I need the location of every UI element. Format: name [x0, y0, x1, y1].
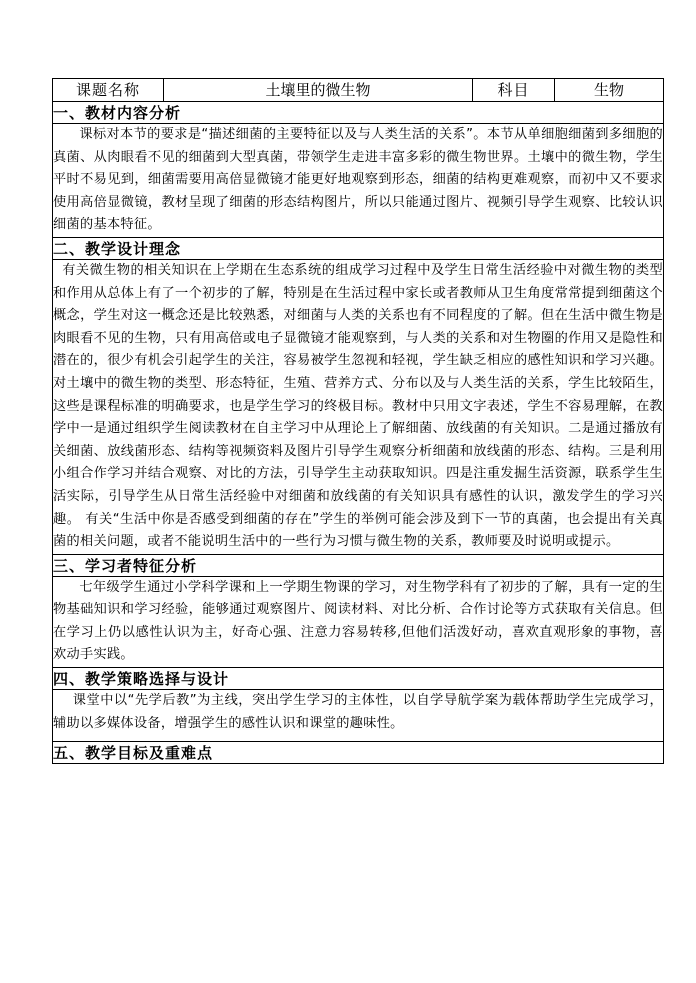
section-title-learner-analysis: 三、学习者特征分析: [53, 554, 664, 576]
section-heading: [53, 742, 664, 764]
section-heading: [53, 237, 664, 259]
section-text-teaching-strategy: 课堂中以“先学后教”为主线，突出学生学习的主体性，以自学导航学案为载体帮助学生完成学习，辅助以多媒体设备，增强学生的感性认识和课堂的趣味性。: [53, 693, 663, 731]
lesson-plan-table: [52, 78, 664, 764]
section-title-design-concept: 二、教学设计理念: [53, 237, 664, 259]
topic-name-label: 课题名称: [53, 79, 164, 102]
section-title-teaching-strategy: 四、教学策略选择与设计: [53, 668, 664, 690]
section-body: [53, 576, 664, 667]
section-text-learner-analysis: 七年级学生通过小学科学课和上一学期生物课的学习，对生物学科有了初步的了解，具有一定的生物基础知识和学习经验，能够通过观察图片、阅读材料、对比分析、合作讨论等方式获取有关信息。但在学习上仍以感性认识为主，好奇心强、注意力容易转移,但他们活泼好动，喜欢直观形象的事物，喜欢动手实践。: [53, 579, 663, 663]
section-body: [53, 259, 664, 554]
section-heading: [53, 668, 664, 690]
section-body: [53, 690, 664, 742]
section-text-design-concept: 有关微生物的相关知识在上学期在生态系统的组成学习过程中及学生日常生活经验中对微生物的类型和作用从总体上有了一个初步的了解，特别是在生活过程中家长或者教师从卫生角度常常提到细菌这个概念，学生对这一概念还是比较熟悉，对细菌与人类的关系也有不同程度的了解。但在生活中微生物是肉眼看不见的生物，只有用高倍或电子显微镜才能观察到，与人类的关系和对生物圈的作用又是隐性和潜在的，很少有机会引起学生的关注，容易被学生忽视和轻视，学生缺乏相应的感性知识和学习兴趣。对土壤中的微生物的类型、形态特征，生殖、营养方式、分布以及与人类生活的关系，学生比较陌生，这些是课程标准的明确要求，也是学生学习的终极目标。教材中只用文字表述，学生不容易理解，在教学中一是通过组织学生阅读教材在自主学习中从理论上了解细菌、放线菌的有关知识。二是通过播放有关细菌、放线菌形态、结构等视频资料及图片引导学生观察分析细菌和放线菌的形态、结构。三是利用小组合作学习并结合观察、对比的方法，引导学生主动获取知识。四是注重发掘生活资源，联系学生生活实际，引导学生从日常生活经验中对细菌和放线菌的有关知识具有感性的认识，激发学生的学习兴趣。 有关“生活中你是否感受到细菌的存在”学生的举例可能会涉及到下一节的真菌，也会提出有关真菌的相关问题，或者不能说明生活中的一些行为习惯与微生物的关系，教师要及时说明或提示。: [53, 262, 663, 550]
section-body: [53, 124, 664, 238]
subject-value: 生物: [555, 79, 664, 102]
section-title-material-analysis: 一、教材内容分析: [53, 102, 664, 124]
topic-value: 土壤里的微生物: [164, 79, 473, 102]
section-title-objectives: 五、教学目标及重难点: [53, 742, 664, 764]
subject-label: 科目: [473, 79, 555, 102]
header-row: [53, 79, 664, 102]
section-heading: [53, 554, 664, 576]
section-text-material-analysis: 课标对本节的要求是“描述细菌的主要特征以及与人类生活的关系”。本节从单细胞细菌到多细胞的真菌、从肉眼看不见的细菌到大型真菌，带领学生走进丰富多彩的微生物世界。土壤中的微生物，学生平时不易见到，细菌需要用高倍显微镜才能更好地观察到形态，细菌的结构更难观察，而初中又不要求使用高倍显微镜，教材呈现了细菌的形态结构图片，所以只能通过图片、视频引导学生观察、比较认识细菌的基本特征。: [53, 127, 663, 233]
section-heading: [53, 102, 664, 124]
